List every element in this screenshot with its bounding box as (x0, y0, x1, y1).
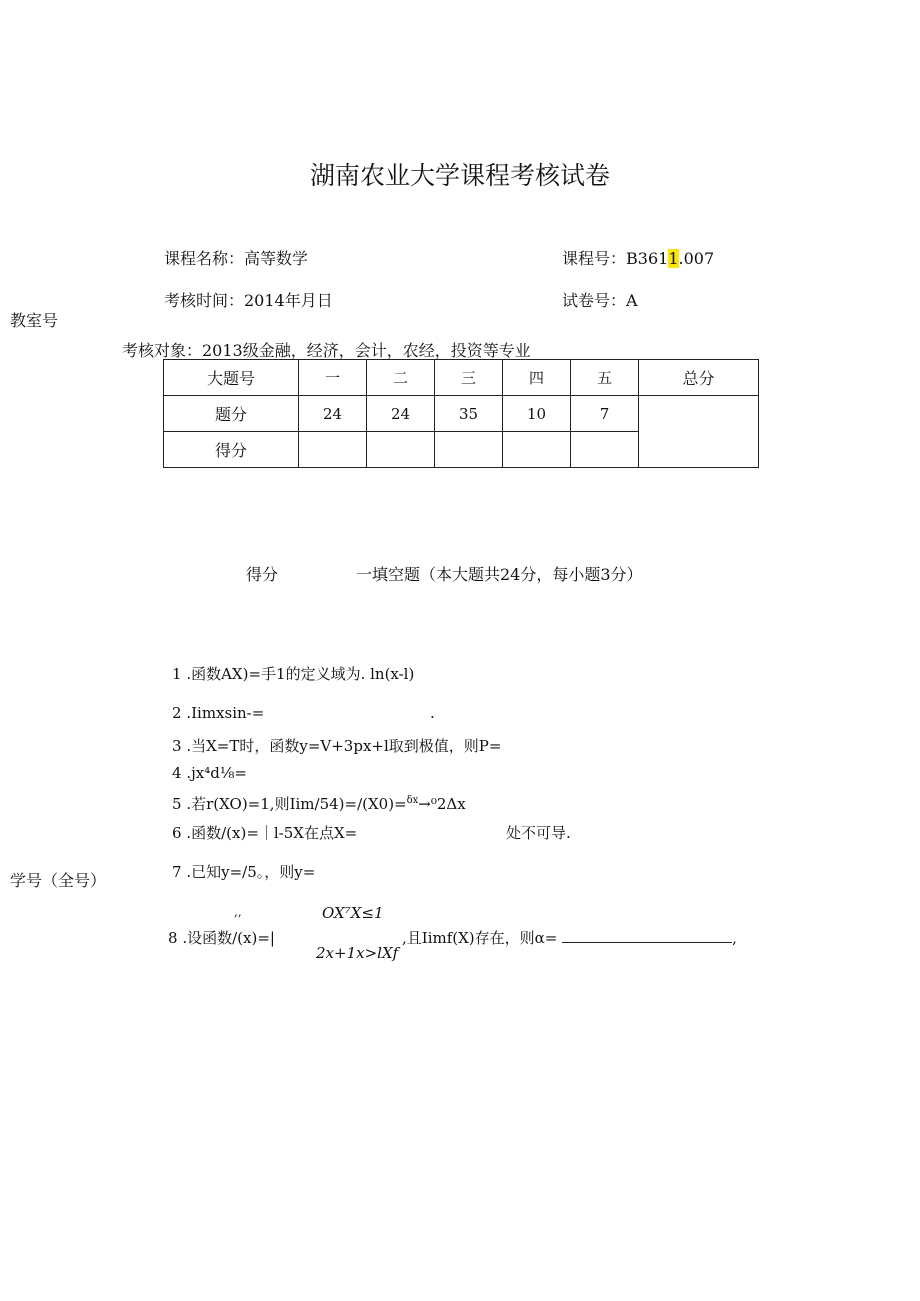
question-text: .Iimxsin-= (186, 704, 265, 722)
column-2: 二 (367, 360, 435, 396)
question-2 (172, 704, 264, 722)
score-table-header-row (164, 360, 759, 396)
question-number: 7 (172, 863, 182, 881)
header-label: 大题号 (164, 360, 299, 396)
score-cell-1 (299, 432, 367, 468)
total-label: 总分 (639, 360, 759, 396)
exam-title: 湖南农业大学课程考核试卷 (309, 161, 610, 190)
score-cell-2 (367, 432, 435, 468)
question-8-mark: ,, (234, 905, 242, 919)
course-number-suffix: .007 (678, 249, 715, 268)
column-5: 五 (571, 360, 639, 396)
question-text: .设函数/(x)=| (182, 929, 275, 947)
question-3 (172, 735, 501, 756)
question-number: 5 (172, 795, 182, 813)
question-8-case-top: OX⁷X≤1 (322, 904, 384, 922)
points-3: 35 (435, 396, 503, 432)
course-name: 课程名称：高等数学 (164, 249, 309, 268)
paper-number: 试卷号：A (562, 291, 638, 310)
points-label: 题分 (164, 396, 299, 432)
question-8-condition: ,且Iimf(X)存在，则α= (402, 929, 558, 947)
question-8 (168, 927, 275, 948)
student-number-label: 学号（全号） (10, 871, 107, 890)
question-8-case-bottom: 2x+1x>lXf (316, 944, 399, 962)
score-cell-4 (503, 432, 571, 468)
question-text: .函数AX)=手1的定义域为. ln(x-l) (186, 665, 415, 683)
question-4 (172, 764, 247, 782)
points-4: 10 (503, 396, 571, 432)
section-score-label: 得分 (246, 565, 279, 584)
total-score-cell (639, 396, 759, 468)
score-table-points-row (164, 396, 759, 432)
column-4: 四 (503, 360, 571, 396)
question-text: .函数/(x)=｜l-5X在点X= (186, 824, 358, 842)
exam-time: 考核时间：2014年月日 (164, 291, 333, 310)
question-6 (172, 822, 357, 843)
question-number: 8 (168, 929, 178, 947)
question-text: .当X=T时，函数y=V+3px+l取到极值，则P= (186, 737, 502, 755)
score-label: 得分 (164, 432, 299, 468)
question-text: .jx⁴d⅛= (186, 764, 247, 782)
question-5-tail: →⁰2Δx (418, 795, 466, 813)
exam-target: 考核对象：2013级金融，经济，会计，农经，投资等专业 (122, 341, 531, 360)
question-2-tail: . (430, 704, 435, 722)
question-8-tail (402, 927, 737, 948)
question-number: 1 (172, 665, 182, 683)
points-1: 24 (299, 396, 367, 432)
question-5 (172, 793, 466, 814)
question-number: 6 (172, 824, 182, 842)
column-3: 三 (435, 360, 503, 396)
score-cell-5 (571, 432, 639, 468)
question-number: 3 (172, 737, 182, 755)
question-number: 2 (172, 704, 182, 722)
points-5: 7 (571, 396, 639, 432)
section-title: 一填空题（本大题共24分，每小题3分） (356, 565, 643, 584)
question-number: 4 (172, 764, 182, 782)
question-text: .若r(XO)=1,则Iim∕54)=∕(X0)= (186, 795, 407, 813)
points-2: 24 (367, 396, 435, 432)
score-cell-3 (435, 432, 503, 468)
question-text: .已知y=/5。，则y= (186, 863, 316, 881)
column-1: 一 (299, 360, 367, 396)
question-8-end: , (732, 929, 737, 947)
question-5-superscript: δx (406, 795, 419, 806)
course-number (562, 246, 714, 269)
classroom-label: 教室号 (10, 311, 59, 330)
question-7 (172, 861, 315, 882)
course-number-prefix: 课程号：B361 (562, 249, 669, 268)
question-6-tail: 处不可导. (506, 824, 571, 842)
answer-blank[interactable] (562, 928, 732, 943)
score-table (163, 359, 759, 468)
course-number-highlight: 1 (668, 249, 679, 268)
question-1 (172, 663, 414, 684)
